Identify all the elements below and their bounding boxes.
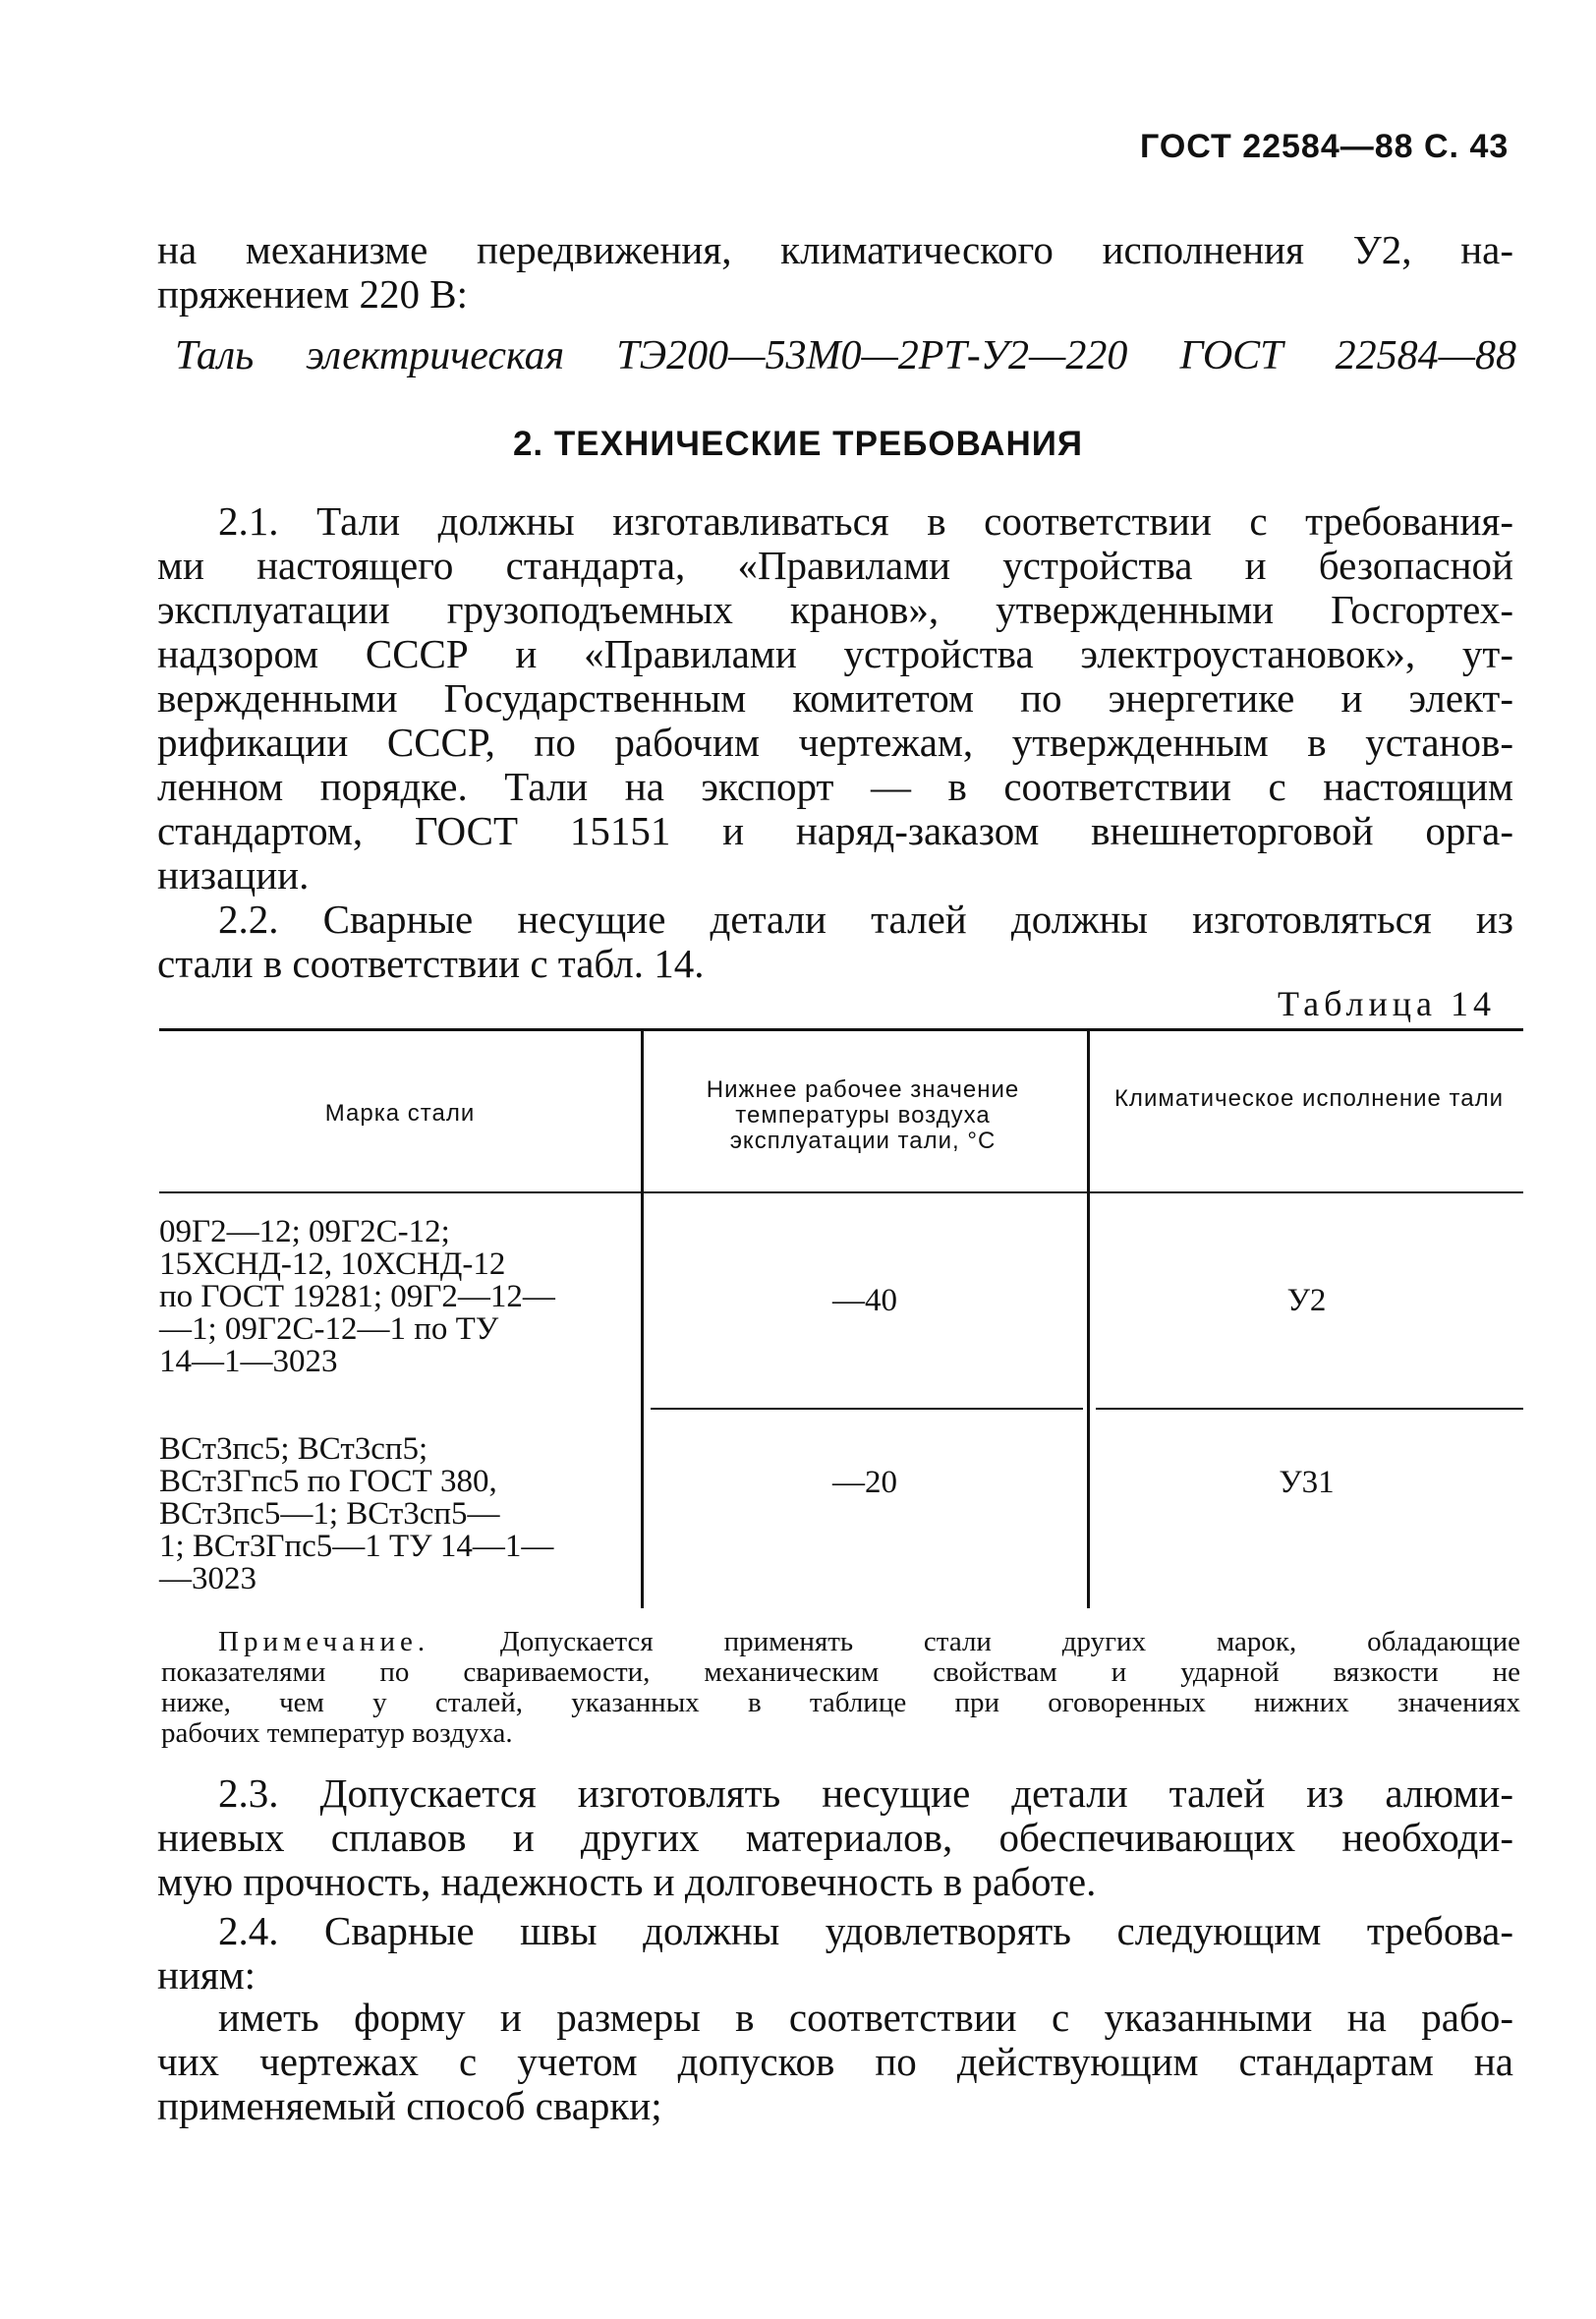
note-line: Допускается применять стали других марок, обладающие (429, 1626, 1520, 1657)
paragraph-line: применяемый способ сварки; (157, 2083, 662, 2128)
paragraph-line: вержденными Государственным комитетом по энергетике и элект- (157, 675, 1513, 721)
note-line: показателями по свариваемости, механическим свойствам и ударной вязкости не (161, 1656, 1520, 1688)
paragraph-line: ниевых сплавов и других материалов, обеспечивающих необходи- (157, 1815, 1513, 1860)
paragraph-line: стали в соответствии с табл. 14. (157, 941, 705, 986)
table-column-divider (641, 1028, 644, 1608)
table-cell-climate: У31 (1279, 1465, 1335, 1500)
cell-line: 15ХСНД-12, 10ХСНД-12 (159, 1246, 506, 1282)
cell-line: ВСт3пс5; ВСт3сп5; (159, 1431, 428, 1467)
paragraph-2-1 (157, 499, 1513, 898)
section-title: 2. ТЕХНИЧЕСКИЕ ТРЕБОВАНИЯ (512, 425, 1084, 463)
paragraph-line: эксплуатации грузоподъемных кранов», утвержденными Госгортех- (157, 587, 1513, 632)
paragraph-line: низации. (157, 852, 310, 898)
table-cell-temperature: —40 (832, 1283, 897, 1318)
table-cell-temperature: —20 (832, 1465, 897, 1500)
table-header-rule (159, 1191, 1523, 1193)
paragraph-2-4 (157, 1909, 1513, 1998)
table-note (161, 1626, 1520, 1749)
table-column-divider (1087, 1028, 1090, 1608)
paragraph-2-3 (157, 1771, 1513, 1904)
table-cell-steel (159, 1433, 631, 1595)
paragraph-line: 2.2. Сварные несущие детали талей должны изготовляться из (218, 897, 1513, 942)
paragraph-line: 2.3. Допускается изготовлять несущие детали талей из алюми- (218, 1770, 1513, 1816)
intro-line: на механизме передвижения, климатического исполнения У2, на- (157, 227, 1513, 272)
intro-line: пряжением 220 В: (157, 271, 469, 317)
paragraph-line: чих чертежах с учетом допусков по действующим стандартам на (157, 2039, 1513, 2084)
paragraph-2-2 (157, 898, 1513, 986)
paragraph-line: ленном порядке. Тали на экспорт — в соответствии с настоящим (157, 764, 1513, 809)
table-caption: Таблица 14 (1278, 984, 1496, 1023)
paragraph-line: ми настоящего стандарта, «Правилами устройства и безопасной (157, 543, 1513, 588)
paragraph-line: 2.1. Тали должны изготавливаться в соответствии с требования- (218, 498, 1513, 544)
paragraph-line: ниям: (157, 1952, 256, 1998)
paragraph-line: мую прочность, надежность и долговечность в работе. (157, 1859, 1097, 1904)
table-cell-climate: У2 (1286, 1283, 1327, 1318)
column-header-steel-grade: Марка стали (324, 1100, 476, 1127)
table-top-rule (159, 1028, 1523, 1031)
cell-line: 1; ВСт3Гпс5—1 ТУ 14—1— (159, 1529, 554, 1564)
column-header-climate: Климатическое исполнение тали (1113, 1085, 1505, 1112)
cell-line: —1; 09Г2С-12—1 по ТУ (159, 1311, 499, 1347)
column-header-temperature: Нижнее рабочее значение температуры воздуха эксплуатации тали, °С (706, 1076, 1020, 1154)
table-row-rule (651, 1408, 1083, 1410)
cell-line: по ГОСТ 19281; 09Г2—12— (159, 1279, 555, 1314)
paragraph-line: стандартом, ГОСТ 15151 и наряд-заказом внешнеторговой орга- (157, 808, 1513, 853)
table-row-rule (1096, 1408, 1523, 1410)
paragraph-line: надзором СССР и «Правилами устройства электроустановок», ут- (157, 631, 1513, 676)
product-designation: Таль электрическая ТЭ200—53М0—2РТ-У2—220 ГОСТ 22584—88 (175, 333, 1516, 378)
cell-line: ВСт3Гпс5 по ГОСТ 380, (159, 1464, 497, 1499)
table-cell-steel (159, 1216, 631, 1378)
cell-line: 09Г2—12; 09Г2С-12; (159, 1214, 450, 1249)
cell-line: 14—1—3023 (159, 1344, 338, 1379)
paragraph-line: рификации СССР, по рабочим чертежам, утвержденным в установ- (157, 720, 1513, 765)
paragraph-line: 2.4. Сварные швы должны удовлетворять следующим требова- (218, 1908, 1513, 1953)
paragraph-weld-form (157, 1996, 1513, 2128)
note-lead: Примечание. (218, 1626, 430, 1657)
paragraph-line: иметь форму и размеры в соответствии с указанными на рабо- (218, 1995, 1513, 2040)
note-line: ниже, чем у сталей, указанных в таблице при оговоренных нижних значениях (161, 1687, 1520, 1718)
note-line: рабочих температур воздуха. (161, 1717, 513, 1749)
intro-paragraph (157, 228, 1513, 317)
cell-line: ВСт3пс5—1; ВСт3сп5— (159, 1496, 500, 1532)
page-header: ГОСТ 22584—88 С. 43 (1140, 128, 1510, 165)
cell-line: —3023 (159, 1561, 256, 1596)
